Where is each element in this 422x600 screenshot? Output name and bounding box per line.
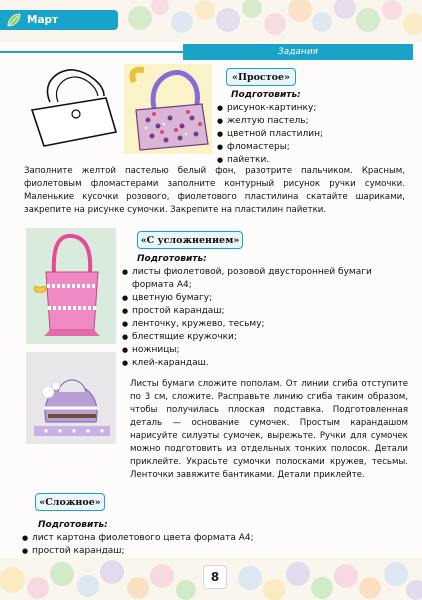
- handbag-outline-illustration: [22, 66, 122, 150]
- list-item: ● простой карандаш;: [22, 545, 282, 558]
- simple-materials-list: [217, 102, 407, 167]
- header-rule: [0, 51, 183, 53]
- purple-bag-photo: [26, 352, 116, 444]
- leaf-icon: [6, 12, 22, 28]
- list-item: ● листы фиолетовой, розовой двусторонней бумаги формата А4;: [122, 266, 412, 292]
- list-item: ● цветной пластилин;: [217, 128, 407, 141]
- list-item: ● цветную бумагу;: [122, 292, 412, 305]
- list-item: ● пайетки.: [217, 154, 407, 167]
- list-item: ● клей-карандаш.: [122, 357, 412, 370]
- complex-title-box: «С усложнением»: [137, 231, 243, 249]
- list-item: ● фломастеры;: [217, 141, 407, 154]
- complex-instruction: Листы бумаги сложите пополам. От линии сгиба отступите по 3 см, сложите. Расправьте линию сгиба таким образом, чтобы получилась плоская подставка. Подготовленная деталь — основание сумочек. Простым карандашом нарисуйте силуэты сумочек, вырежьте. Ручки для сумочек можно подготовить из отдельных тонких полосок. Детали приклейте. Украсьте сумочки полосками кружев, тесьмы. Ленточки завяжите бантиками. Детали приклейте.: [130, 379, 408, 480]
- list-item: ● желтую пастель;: [217, 115, 407, 128]
- month-label: Март: [27, 14, 59, 26]
- hard-title-box: «Сложное»: [35, 493, 105, 511]
- list-item: ● лист картона фиолетового цвета формата А4;: [22, 532, 282, 545]
- simple-instruction: Заполните желтой пастелью белый фон, разотрите пальчиком. Красным, фиолетовым фломастерами заполните контурный рисунок ручки сумочки. Маленькие кусочки розового, фиолетового пластилина скатайте шариками, закрепите на рисунке сумочки. Закрепите на пластилин пайетки.: [24, 166, 405, 215]
- hard-prepare-label: Подготовить:: [38, 520, 108, 530]
- list-item: ● простой карандаш;: [122, 305, 412, 318]
- hard-materials-list: [22, 532, 282, 558]
- simple-prepare-label: Подготовить:: [231, 90, 301, 100]
- list-item: ● рисунок-картинку;: [217, 102, 407, 115]
- complex-materials-list: [122, 266, 412, 370]
- decorated-handbag-illustration: [124, 64, 212, 154]
- list-item: ● ленточку, кружево, тесьму;: [122, 318, 412, 331]
- complex-prepare-label: Подготовить:: [137, 254, 207, 264]
- list-item: ● блестящие кружочки;: [122, 331, 412, 344]
- section-header: Задания: [183, 44, 413, 60]
- month-tab: [0, 10, 118, 30]
- list-item: ● ножницы;: [122, 344, 412, 357]
- simple-title-box: «Простое»: [226, 68, 296, 86]
- page-number: 8: [203, 565, 227, 589]
- pink-bag-photo: [26, 228, 116, 344]
